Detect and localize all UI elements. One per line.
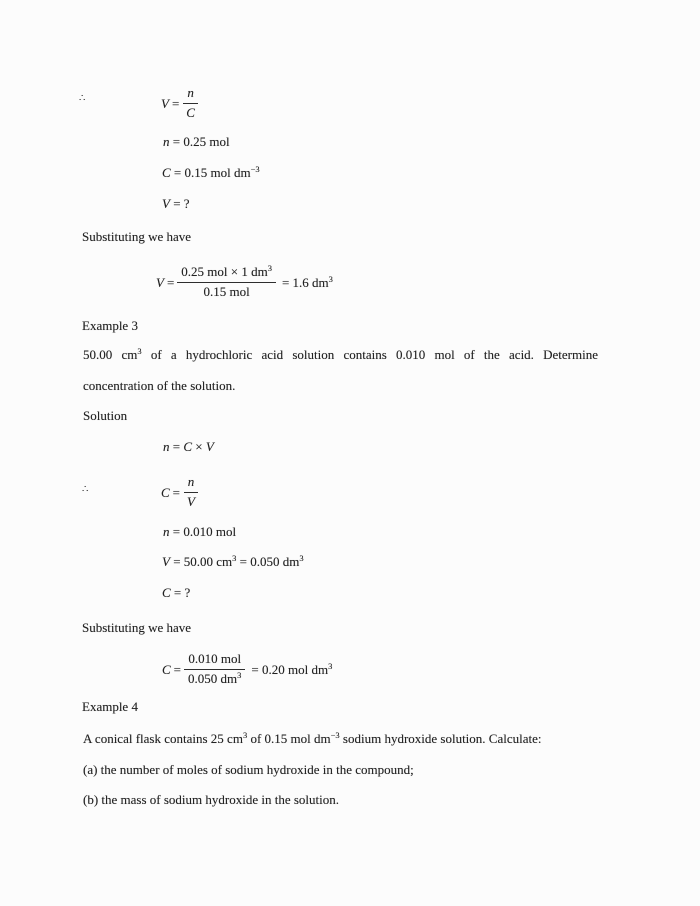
given-n-text: = 0.010 mol: [169, 524, 237, 539]
fraction-numerator: [177, 265, 276, 283]
result-text: = 0.20 mol dm: [251, 661, 329, 677]
superscript-exponent: −3: [330, 730, 340, 740]
equation-result: [251, 662, 332, 678]
fraction-denominator: [184, 670, 245, 687]
fraction-denominator: 0.15 mol: [203, 283, 250, 299]
problem-text: A conical flask contains 25 cm: [83, 731, 243, 746]
example3-problem-line1: [83, 347, 598, 363]
times-sign: ×: [192, 439, 206, 454]
fraction-n-over-c: [182, 86, 199, 121]
problem-text: sodium hydroxide solution. Calculate:: [339, 731, 542, 746]
example4-item-a: (a) the number of moles of sodium hydroxide in the compound;: [83, 762, 414, 777]
math-var-n: n: [163, 134, 170, 149]
problem-text: 50.00 cm: [83, 347, 138, 362]
equals-sign: =: [173, 661, 182, 677]
equation-n-equals-c-times-v: [163, 439, 214, 455]
math-var-c: C: [162, 661, 171, 677]
math-var-c: C: [162, 165, 171, 180]
example4-problem-line: [83, 731, 542, 747]
given-v-text2: = 0.050 dm: [236, 554, 300, 569]
fraction-substitution: [184, 652, 245, 687]
find-c-text: = ?: [170, 585, 191, 600]
find-v-text: = ?: [169, 196, 190, 211]
superscript-exponent: 3: [299, 553, 304, 563]
equation-result: [282, 275, 333, 291]
find-value-v: [162, 196, 190, 212]
given-n-text: = 0.25 mol: [169, 134, 230, 149]
fraction-denominator: C: [186, 104, 195, 120]
math-var-v: V: [156, 274, 164, 290]
equals-sign: =: [172, 484, 181, 500]
math-var-v: V: [162, 554, 170, 569]
example3-heading: Example 3: [82, 318, 138, 333]
given-value-v: [162, 554, 304, 570]
fraction-numerator: n: [183, 86, 198, 104]
example4-heading: Example 4: [82, 699, 138, 714]
superscript-exponent: 3: [137, 346, 142, 356]
example4-item-b: (b) the mass of sodium hydroxide in the solution.: [83, 792, 340, 807]
superscript-exponent: 3: [328, 273, 333, 284]
math-var-c: C: [162, 585, 171, 600]
problem-text: of 0.15 mol dm: [247, 731, 331, 746]
superscript-exponent: 3: [328, 660, 333, 671]
equation-c-substitution: [162, 652, 332, 687]
equation-v-substitution: [156, 265, 333, 300]
therefore-symbol: ∴: [82, 484, 89, 495]
problem-text: of a hydrochloric acid solution contains 0.010 mol of the acid. Determine: [141, 347, 599, 362]
math-var-c: C: [161, 484, 170, 500]
fraction-denominator: V: [187, 493, 195, 509]
substituting-label-1: Substituting we have: [82, 229, 192, 244]
given-c-text: = 0.15 mol dm: [170, 165, 251, 180]
math-var-n: n: [163, 439, 170, 454]
math-var-n: n: [163, 524, 170, 539]
equation-v-equals-n-over-c: [161, 86, 199, 121]
math-var-c: C: [183, 439, 193, 454]
denominator-text: 0.050 dm: [188, 670, 238, 686]
superscript-exponent: −3: [250, 164, 260, 174]
fraction-numerator: 0.010 mol: [184, 652, 245, 670]
numerator-text: 0.25 mol × 1 dm: [181, 264, 268, 279]
math-var-v: V: [205, 439, 214, 454]
substituting-label-2: Substituting we have: [82, 620, 192, 635]
example3-problem-line2: concentration of the solution.: [83, 378, 236, 393]
superscript-exponent: 3: [237, 669, 242, 680]
equals-sign: =: [169, 439, 184, 454]
therefore-symbol: ∴: [79, 93, 86, 104]
equals-sign: =: [166, 274, 175, 290]
fraction-n-over-v: [183, 475, 199, 510]
equals-sign: =: [171, 95, 180, 111]
given-value-n: [163, 134, 230, 150]
solution-label: Solution: [83, 408, 128, 423]
fraction-substitution: [177, 265, 276, 300]
given-value-n: [163, 524, 236, 540]
fraction-numerator: n: [184, 475, 199, 493]
superscript-exponent: 3: [267, 263, 272, 273]
equation-c-equals-n-over-v: [161, 475, 199, 510]
find-value-c: [162, 585, 190, 601]
superscript-exponent: 3: [232, 553, 237, 563]
result-text: = 1.6 dm: [281, 274, 329, 290]
given-v-text: = 50.00 cm: [169, 554, 233, 569]
superscript-exponent: 3: [242, 730, 248, 740]
math-var-v: V: [162, 196, 170, 211]
math-var-v: V: [161, 95, 169, 111]
given-value-c: [162, 165, 260, 181]
